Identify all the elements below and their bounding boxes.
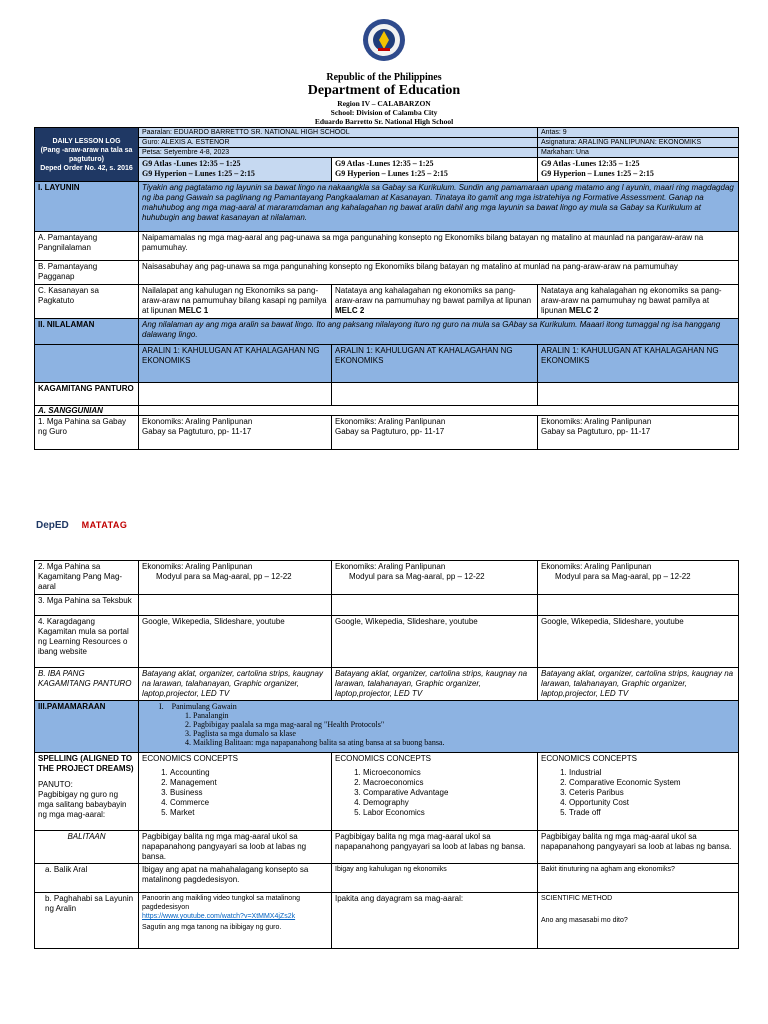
schedule-col3: G9 Atlas -Lunes 12:35 – 1:25 G9 Hyperion – Lunes 1:25 – 2:15	[538, 158, 739, 182]
panimulang-item: 3. Paglista sa mga dumalo sa klase	[193, 729, 735, 738]
daily-lesson-log-title: DAILY LESSON LOG	[52, 137, 121, 145]
iba-col3: Batayang aklat, organizer, cartolina strips, kaugnay na larawan, talahanayan, Graphic organizer, laptop,projector, LED TV	[538, 668, 739, 701]
balik-aral-label: a. Balik Aral	[35, 864, 139, 893]
pagkatuto-label: C. Kasanayan sa Pagkatuto	[35, 285, 139, 319]
panimulang-item: 4. Maikling Balitaan: mga napapanahong balita sa ating bansa at sa buong bansa.	[193, 738, 735, 747]
paghahabi-label: b. Paghahabi sa Layunin ng Aralin	[35, 893, 139, 949]
iba-col2: Batayang aklat, organizer, cartolina strips, kaugnay na larawan, talahanayan, Graphic organizer, laptop,projector, LED TV	[332, 668, 538, 701]
concept-item: 5. Trade off	[569, 808, 735, 818]
division-line: School: Division of Calamba City	[330, 108, 438, 117]
panimulang-item: 2. Pagbibigay paalala sa mga mag-aaral ng "Health Protocols"	[193, 720, 735, 729]
markahan-field: Markahan: Una	[538, 148, 739, 158]
concept-item: 1. Accounting	[170, 768, 328, 778]
concept-item: 3. Comparative Advantage	[363, 788, 534, 798]
concept-item: 3. Ceteris Paribus	[569, 788, 735, 798]
paghahabi-col1: Panoorin ang maikling video tungkol sa matalinong pagdedesisyon https://www.youtube.com/watch?v=XtMMX4jZs2k Sagutin ang mga tanong na ibibigay ng guro.	[139, 893, 332, 949]
asignatura-field: Asignatura: ARALING PANLIPUNAN: EKONOMIKS	[538, 138, 739, 148]
iba-pang-kagamitan-label: B. IBA PANG KAGAMITANG PANTURO	[35, 668, 139, 701]
gabay-col2: Ekonomiks: Araling Panlipunan Gabay sa Pagtuturo, pp- 11-17	[332, 416, 538, 450]
paaralan-field: Paaralan: EDUARDO BARRETTO SR. NATIONAL HIGH SCHOOL	[139, 128, 538, 138]
learning-resources-col3: Google, Wikepedia, Slideshare, youtube	[538, 616, 739, 668]
pagkatuto-col2: Natataya ang kahalagahan ng ekonomiks sa pang-araw-araw na pamumuhay ng bawat pamilya at lipunan MELC 2	[332, 285, 538, 319]
page-two	[0, 550, 768, 1024]
paghahabi-col2: Ipakita ang dayagram sa mag-aaral:	[332, 893, 538, 949]
concept-item: 1. Microeconomics	[363, 768, 534, 778]
layunin-label: I. LAYUNIN	[35, 182, 139, 232]
deped-seal-icon	[362, 18, 406, 62]
concept-item: 2. Comparative Economic System	[569, 778, 735, 788]
balitaan-col3: Pagbibigay balita ng mga mag-aaral ukol sa napapanahong pangyayari sa loob at labas ng bansa.	[538, 831, 739, 864]
panimulang-gawain-title: I. Panimulang Gawain	[159, 702, 237, 711]
concept-item: 5. Labor Economics	[363, 808, 534, 818]
pamamaraan-label: III.PAMAMARAAN	[35, 701, 139, 753]
modyul-label: 2. Mga Pahina sa Kagamitang Pang Mag-aaral	[35, 561, 139, 595]
balitaan-col2: Pagbibigay balita ng mga mag-aaral ukol sa napapanahong pangyayari sa loob at labas ng bansa.	[332, 831, 538, 864]
nilalaman-text: Ang nilalaman ay ang mga aralin sa bawat lingo. Ito ang paksang nilalayong ituro ng guro na mula sa GAbay sa Kurikulum. Maaari itong tumaggal ng isa hanggang dalawang lingo.	[139, 319, 739, 345]
aralin-col3: ARALIN 1: KAHULUGAN AT KAHALAGAHAN NG EKONOMIKS	[538, 345, 739, 383]
teksbuk-col3	[538, 595, 739, 616]
petsa-field: Petsa: Setyembre 4-8, 2023	[139, 148, 538, 158]
modyul-col2: Ekonomiks: Araling Panlipunan Modyul para sa Mag-aaral, pp – 12-22	[332, 561, 538, 595]
sanggunian-row	[139, 406, 739, 416]
concept-item: 4. Opportunity Cost	[569, 798, 735, 808]
concept-item: 5. Market	[170, 808, 328, 818]
panuto-text: Pagbibigay ng guro ng mga salitang babaybayin ng mga mag-aaral:	[38, 790, 127, 819]
kagamitang-panturo-label: KAGAMITANG PANTURO	[35, 383, 139, 406]
kagamitan-col2	[332, 383, 538, 406]
youtube-video-link[interactable]: https://www.youtube.com/watch?v=XtMMX4jZs2k	[142, 913, 296, 920]
balitaan-label: BALITAAN	[35, 831, 139, 864]
concept-item: 2. Management	[170, 778, 328, 788]
aralin-col2: ARALIN 1: KAHULUGAN AT KAHALAGAHAN NG EKONOMIKS	[332, 345, 538, 383]
layunin-text: Tiyakin ang pagtatamo ng layunin sa bawat lingo na nakaangkla sa Gabay sa Kurikulum. Sundin ang pamamaraan upang matamo ang l ayunin, maari ring magdagdag ng iba pang Gawain sa paglinang ng Pamantayang Pangkaalaman at Kasanayan. Tinataya ito gamit ang mga istratehiya ng Formative Assessment. Ganap na mahuhubog ang mga mag-aaral at mararamdaman ang kahalagahan ng bawat aralin dahil ang mga layunin sa bawat lingo ay mula sa Gabay sa Kurikulum at huhubugin ang bawat kasanayan at nilalaman.	[139, 182, 739, 232]
kagamitan-col3	[538, 383, 739, 406]
pagkatuto-col3: Natataya ang kahalagahan ng ekonomiks sa pang-araw-araw na pamumuhay ng bawat pamilya at lipunan MELC 2	[538, 285, 739, 319]
nilalaman-label: II. NILALAMAN	[35, 319, 139, 345]
kagamitan-col1	[139, 383, 332, 406]
lesson-log-table-page1	[34, 127, 739, 450]
school-line: Eduardo Barretto Sr. National High School	[314, 117, 454, 126]
department-title: Department of Education	[307, 83, 461, 98]
panimulang-gawain	[139, 701, 739, 753]
modyul-col3: Ekonomiks: Araling Panlipunan Modyul para sa Mag-aaral, pp – 12-22	[538, 561, 739, 595]
daily-lesson-log-subtitle: (Pang -araw-araw na tala sa pagtuturo)	[40, 146, 133, 163]
balik-aral-col1: Ibigay ang apat na mahahalagang konsepto sa matalinong pagdedesisyon.	[139, 864, 332, 893]
iba-col1: Batayang aklat, organizer, cartolina strips, kaugnay na larawan, talahanayan, Graphic organizer, laptop,projector, LED TV	[139, 668, 332, 701]
pagkatuto-col1: Nailalapat ang kahulugan ng Ekonomiks sa pang-araw-araw na pamumuhay bilang kasapi ng pamilya at lipunan MELC 1	[139, 285, 332, 319]
footer-logos	[36, 520, 127, 531]
learning-resources-label: 4. Karagdagang Kagamitan mula sa portal ng Learning Resources o ibang website	[35, 616, 139, 668]
pangnilalaman-label: A. Pamantayang Pangnilalaman	[35, 232, 139, 261]
daily-lesson-log-box	[35, 128, 139, 182]
concept-item: 3. Business	[170, 788, 328, 798]
pagganap-label: B. Pamantayang Pagganap	[35, 261, 139, 285]
gabay-col3: Ekonomiks: Araling Panlipunan Gabay sa Pagtuturo, pp- 11-17	[538, 416, 739, 450]
teksbuk-col2	[332, 595, 538, 616]
pagganap-text: Naisasabuhay ang pag-unawa sa mga pangunahing konsepto ng Ekonomiks bilang batayan ng matalino at munlad na pang-araw-araw na pamumuhay	[139, 261, 739, 285]
spelling-label: SPELLING (ALIGNED TO THE PROJECT DREAMS)	[38, 754, 134, 773]
teksbuk-label: 3. Mga Pahina sa Teksbuk	[35, 595, 139, 616]
concept-item: 1. Industrial	[569, 768, 735, 778]
schedule-col2: G9 Atlas -Lunes 12:35 – 1:25 G9 Hyperion – Lunes 1:25 – 2:15	[332, 158, 538, 182]
balik-aral-col2: Ibigay ang kahulugan ng ekonomiks	[332, 864, 538, 893]
gabay-col1: Ekonomiks: Araling Panlipunan Gabay sa Pagtuturo, pp- 11-17	[139, 416, 332, 450]
antas-field: Antas: 9	[538, 128, 739, 138]
deped-order: Deped Order No. 42, s. 2016	[40, 164, 133, 172]
aralin-blank	[35, 345, 139, 383]
pangnilalaman-text: Naipamamalas ng mga mag-aaral ang pag-unawa sa mga pangunahing konsepto ng Ekonomiks bilang batayan ng matalino at maunlad na pangaraw-araw na pamumuhay.	[139, 232, 739, 261]
concept-item: 4. Demography	[363, 798, 534, 808]
panimulang-list	[159, 711, 735, 747]
teksbuk-col1	[139, 595, 332, 616]
aralin-col1: ARALIN 1: KAHULUGAN AT KAHALAGAHAN NG EKONOMIKS	[139, 345, 332, 383]
republic-line: Republic of the Philippines	[326, 72, 442, 83]
learning-resources-col1: Google, Wikepedia, Slideshare, youtube	[139, 616, 332, 668]
matatag-logo: MATATAG	[81, 520, 128, 530]
concept-item: 2. Macroeconomics	[363, 778, 534, 788]
balik-aral-col3: Bakit itinuturing na agham ang ekonomiks?	[538, 864, 739, 893]
sanggunian-label: A. SANGGUNIAN	[35, 406, 139, 416]
paghahabi-col3: SCIENTIFIC METHOD Ano ang masasabi mo dito?	[538, 893, 739, 949]
balitaan-col1: Pagbibigay balita ng mga mag-aaral ukol sa napapanahong pangyayari sa loob at labas ng bansa.	[139, 831, 332, 864]
panuto-label: PANUTO:	[38, 780, 73, 789]
deped-logo: DepED	[36, 520, 69, 531]
concepts-col1: ECONOMICS CONCEPTS 1. Accounting 2. Management 3. Business 4. Commerce 5. Market	[139, 753, 332, 831]
region-line: Region IV – CALABARZON	[337, 99, 431, 108]
gabay-label: 1. Mga Pahina sa Gabay ng Guro	[35, 416, 139, 450]
panimulang-item: 1. Panalangin	[193, 711, 735, 720]
concept-item: 4. Commerce	[170, 798, 328, 808]
lesson-log-table-page2	[34, 560, 739, 949]
concepts-col2: ECONOMICS CONCEPTS 1. Microeconomics 2. Macroeconomics 3. Comparative Advantage 4. Demography 5. Labor Economics	[332, 753, 538, 831]
schedule-col1: G9 Atlas -Lunes 12:35 – 1:25 G9 Hyperion – Lunes 1:25 – 2:15	[139, 158, 332, 182]
concepts-col3: ECONOMICS CONCEPTS 1. Industrial 2. Comparative Economic System 3. Ceteris Paribus 4. Opportunity Cost 5. Trade off	[538, 753, 739, 831]
learning-resources-col2: Google, Wikepedia, Slideshare, youtube	[332, 616, 538, 668]
modyul-col1: Ekonomiks: Araling Panlipunan Modyul para sa Mag-aaral, pp – 12-22	[139, 561, 332, 595]
guro-field: Guro: ALEXIS A. ESTENOR	[139, 138, 538, 148]
spelling-cell	[35, 753, 139, 831]
